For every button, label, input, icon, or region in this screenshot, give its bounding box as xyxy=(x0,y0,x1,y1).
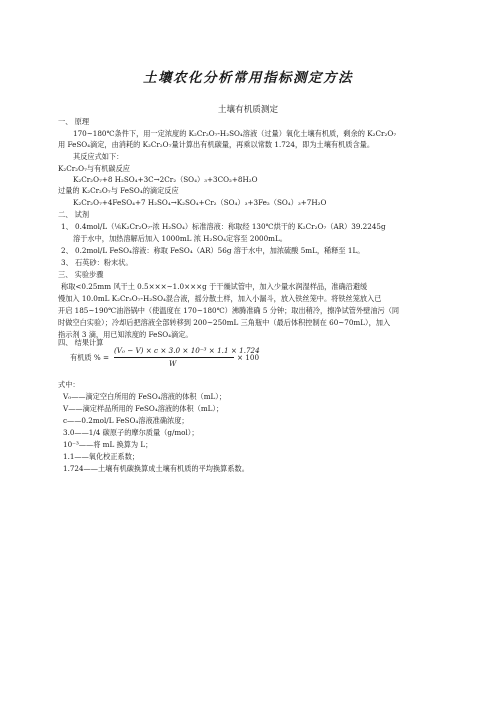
reagent-item: 2、 0.2mol/L FeSO₄溶液：称取 FeSO₄（AR）56g 溶于水中，加浓硫酸 5mL，稀释至 1L。 xyxy=(61,246,365,255)
text-line: 其反应式如下： xyxy=(73,152,124,161)
variable-definition: 3.0——1/4 碳原子的摩尔质量（g/mol）； xyxy=(63,428,199,437)
heading-principle: 一、 原理 xyxy=(58,117,90,126)
text-line: 开启 185~190℃油浴锅中（使温度在 170~180℃）沸腾准确 5 分钟；取出稍冷，擦净试管外壁油污（同 xyxy=(58,306,400,315)
document-title: 土壤农化分析常用指标测定方法 xyxy=(143,70,353,86)
formula-multiplier: × 100 xyxy=(237,353,260,362)
text-line: 时做空白实验）；冷却后把溶液全部转移到 200~250mL 三角瓶中（最后体积控制在 60~70mL），加入 xyxy=(58,318,391,327)
reaction-equation: K₂Cr₂O₇+8 H₂SO₄+3C→2Cr₂（SO₄）₃+3CO₂+8H₂O xyxy=(73,175,258,184)
text-line: 指示剂 3 滴，用已知浓度的 FeSO₄滴定。 xyxy=(58,330,193,339)
calculation-formula xyxy=(70,344,430,374)
formula-lhs: 有机质 % = xyxy=(70,353,109,362)
heading-procedure: 三、 实验步骤 xyxy=(58,270,104,279)
variable-definition: 1.724——土壤有机碳换算成土壤有机质的平均换算系数。 xyxy=(63,464,249,473)
text-line: K₂Cr₂O₇与有机碳反应 xyxy=(58,164,130,173)
formula-numerator: (V₀ − V) × c × 3.0 × 10⁻³ × 1.1 × 1.724 xyxy=(114,346,260,355)
text-line: 称取<0.25mm 风干土 0.5×××~1.0×××g 于干燥试管中，加入少量水润湿样品，准确沿避缓 xyxy=(61,282,368,291)
formula-denominator: W xyxy=(169,359,177,368)
heading-calculation: 四、 结果计算 xyxy=(58,338,104,347)
variable-definition: c——0.2mol/L FeSO₄溶液准确浓度； xyxy=(63,416,189,425)
text-line: 170~180℃条件下，用一定浓度的 K₂Cr₂O₇-H₂SO₄溶液（过量）氧化土壤有机质，剩余的 K₂Cr₂O₇ xyxy=(73,129,397,138)
text-line: 溶于水中，加热溶解后加入 1000mL 浓 H₂SO₄定容至 2000mL。 xyxy=(73,234,287,243)
text-line: 过量的 K₂Cr₂O₇与 FeSO₄的滴定反应 xyxy=(58,186,179,195)
variable-definition: V——滴定样品所用的 FeSO₄溶液的体积（mL）； xyxy=(63,404,224,413)
heading-reagents: 二、 试剂 xyxy=(58,210,90,219)
section-title: 土壤有机质测定 xyxy=(217,105,279,115)
variable-definition: V₀——滴定空白所用的 FeSO₄溶液的体积（mL）； xyxy=(63,392,227,401)
text-line: 慢加入 10.0mL K₂Cr₂O₇-H₂SO₄混合液，摇分散土样，加入小漏斗，放入铁丝笼中。将铁丝笼放入已 xyxy=(58,294,382,303)
reagent-item: 1、 0.4mol/L（⅙K₂Cr₂O₇-浓 H₂SO₄）标准溶液：称取经 130℃烘干的 K₂Cr₂O₇（AR）39.2245g xyxy=(61,222,386,231)
fraction-bar xyxy=(114,357,234,358)
text-line: 用 FeSO₄滴定，由消耗的 K₂Cr₂O₇量计算出有机碳量，再乘以常数 1.724，即为土壤有机质含量。 xyxy=(58,140,375,149)
variable-definition: 1.1——氧化校正系数； xyxy=(63,452,140,461)
variable-definition: 10⁻³——将 mL 换算为 L； xyxy=(63,440,153,449)
text-line: 式中： xyxy=(58,380,80,389)
reagent-item: 3、 石英砂：粉末状。 xyxy=(61,258,133,267)
reaction-equation: K₂Cr₂O₇+4FeSO₄+7 H₂SO₄→K₂SO₄+Cr₂（SO₄）₃+3Fe₂（SO₄）₃+7H₂O xyxy=(73,198,327,207)
